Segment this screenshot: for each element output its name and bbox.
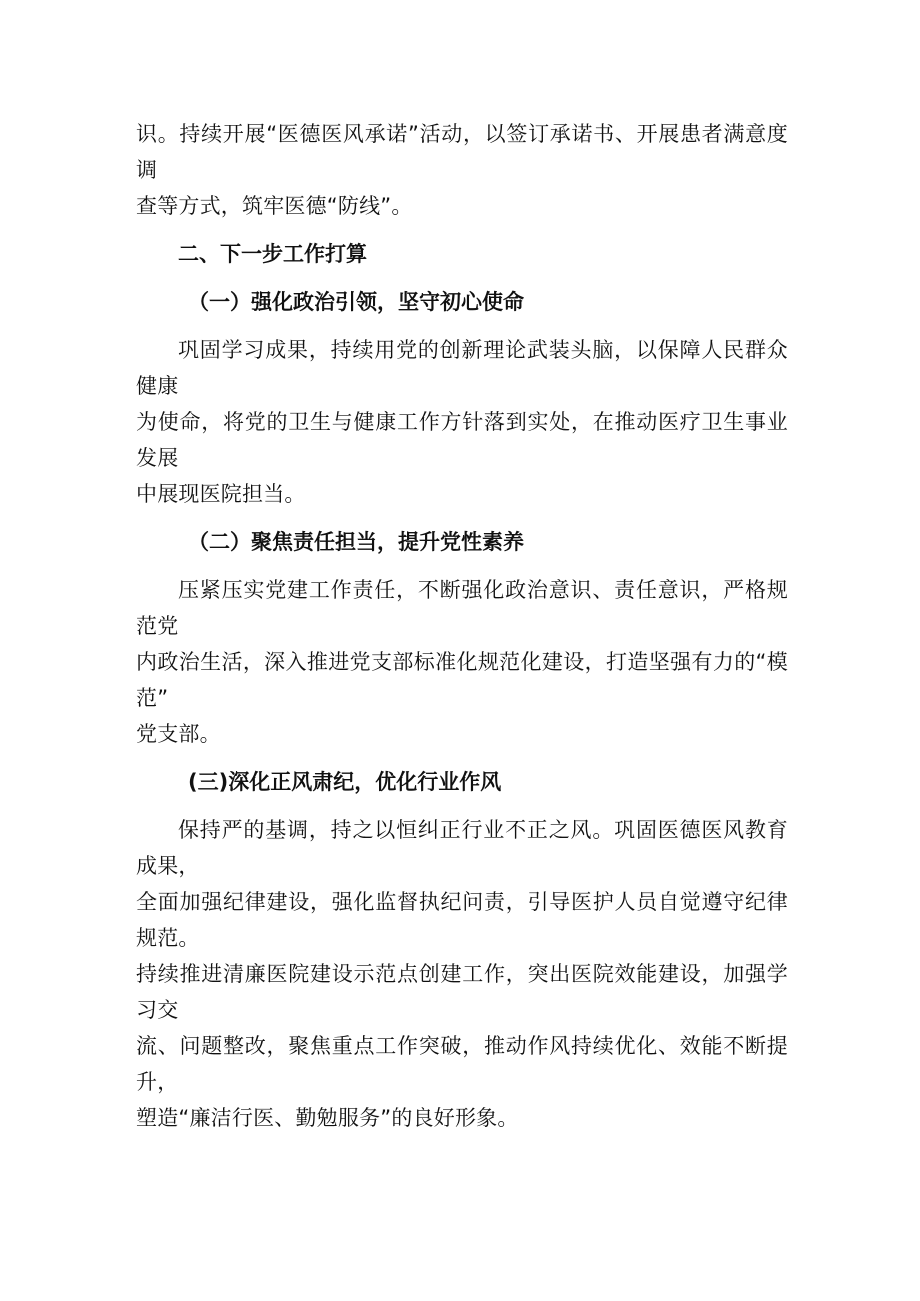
subsection-title-3: (三)深化正风肃纪，优化行业作风 <box>188 770 502 794</box>
text-line: 保持严的基调，持之以恒纠正行业不正之风。巩固医德医风教育成果， <box>136 818 788 878</box>
section-title: 二、下一步工作打算 <box>178 242 367 266</box>
text-line: 持续推进清廉医院建设示范点创建工作，突出医院效能建设，加强学习交 <box>136 962 788 1022</box>
text-line: 中展现医院担当。 <box>136 482 306 506</box>
subsection-paragraph-2 <box>136 572 788 752</box>
intro-paragraph <box>136 116 788 224</box>
text-line: 识。持续开展“医德医风承诺”活动，以签订承诺书、开展患者满意度调 <box>136 122 788 182</box>
text-line: 内政治生活，深入推进党支部标准化规范化建设，打造坚强有力的“模范” <box>136 650 788 710</box>
subsection-title-2: （二）聚焦责任担当，提升党性素养 <box>188 530 524 554</box>
subsection-paragraph-3 <box>136 812 788 1136</box>
text-line: 党支部。 <box>136 722 221 746</box>
document-body <box>136 116 788 1148</box>
text-line: 流、问题整改，聚焦重点工作突破，推动作风持续优化、效能不断提升， <box>136 1034 788 1094</box>
text-line: 全面加强纪律建设，强化监督执纪问责，引导医护人员自觉遵守纪律规范。 <box>136 890 788 950</box>
text-line: 为使命，将党的卫生与健康工作方针落到实处，在推动医疗卫生事业发展 <box>136 410 788 470</box>
subsection-paragraph-1 <box>136 332 788 512</box>
subsection-title-1: （一）强化政治引领，坚守初心使命 <box>188 290 524 314</box>
text-line: 查等方式，筑牢医德“防线”。 <box>136 194 413 218</box>
text-line: 压紧压实党建工作责任，不断强化政治意识、责任意识，严格规范党 <box>136 578 788 638</box>
text-line: 巩固学习成果，持续用党的创新理论武装头脑，以保障人民群众健康 <box>136 338 788 398</box>
text-line: 塑造“廉洁行医、勤勉服务”的良好形象。 <box>136 1106 519 1130</box>
